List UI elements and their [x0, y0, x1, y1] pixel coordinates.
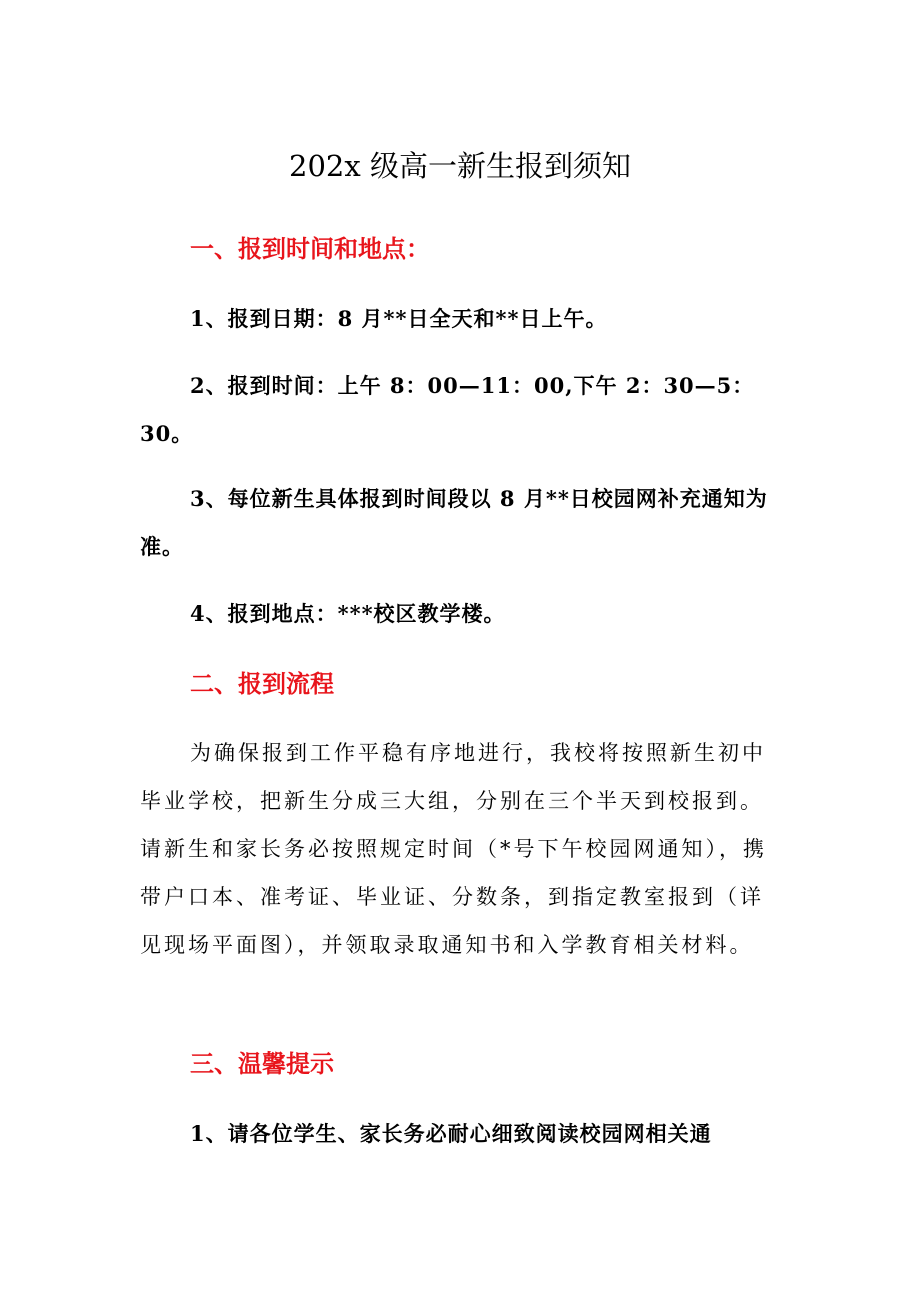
section-heading-registration-process: 二、报到流程 [190, 669, 334, 698]
paragraph-reminder-1: 1、请各位学生、家长务必耐心细致阅读校园网相关通 [190, 1121, 712, 1146]
section-heading-registration-time-place: 一、报到时间和地点： [190, 234, 430, 263]
paragraph-registration-location: 4、报到地点：***校区教学楼。 [190, 601, 506, 626]
paragraph-registration-date: 1、报到日期：8 月**日全天和**日上午。 [190, 306, 608, 331]
document-title: 202x 级高一新生报到须知 [289, 149, 631, 183]
paragraph-registration-hours: 2、报到时间：上午 8：00—11：00,下午 2：30—5：30。 [140, 373, 755, 446]
paragraph-registration-schedule-notice: 3、每位新生具体报到时间段以 8 月**日校园网补充通知为准。 [140, 486, 768, 559]
paragraph-registration-process: 为确保报到工作平稳有序地进行，我校将按照新生初中毕业学校，把新生分成三大组，分别在三个半天到校报到。请新生和家长务必按照规定时间（*号下午校园网通知），携带户口本、准考证、毕业证、分数条，到指定教室报到（详见现场平面图），并领取录取通知书和入学教育相关材料。 [140, 741, 767, 957]
section-heading-reminders: 三、温馨提示 [190, 1049, 334, 1078]
